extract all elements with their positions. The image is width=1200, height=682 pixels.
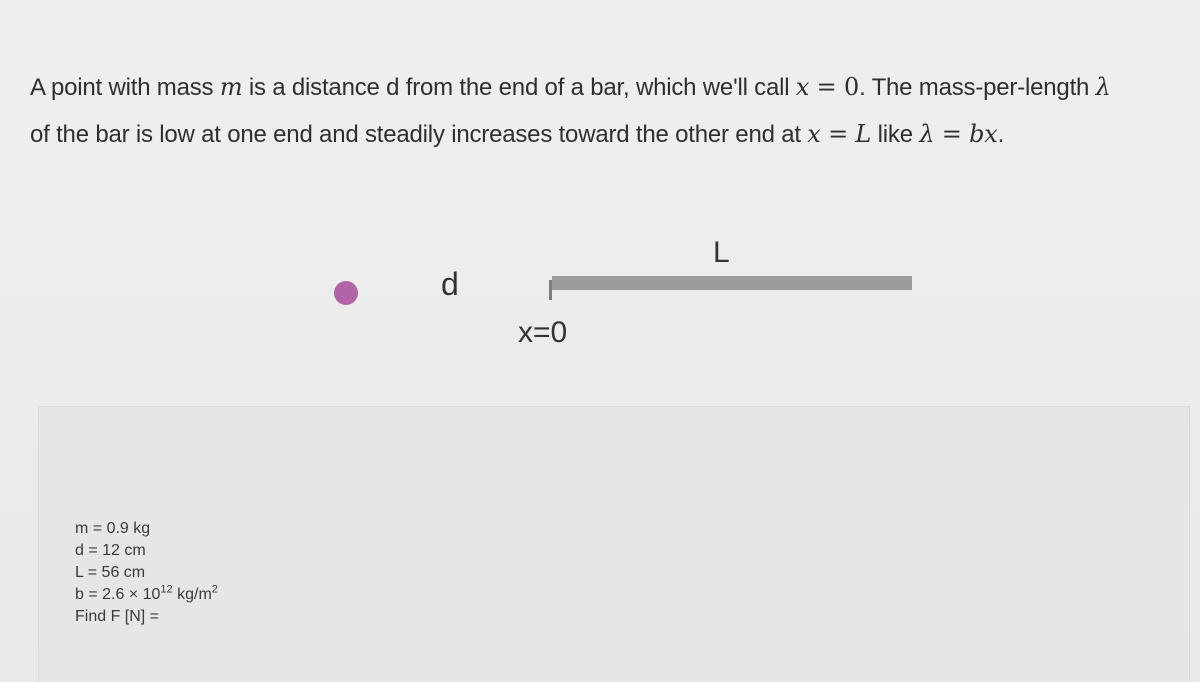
bar xyxy=(552,276,912,290)
given-length: L = 56 cm xyxy=(75,564,146,581)
math-x: x xyxy=(795,73,810,101)
text-segment: . xyxy=(997,121,1005,148)
b-unit-exponent: 2 xyxy=(211,583,218,596)
math-equals: = xyxy=(934,120,970,148)
given-distance: d = 12 cm xyxy=(75,542,146,559)
math-equals: = xyxy=(820,120,856,148)
text-segment: A point with mass xyxy=(30,74,220,101)
origin-label: x=0 xyxy=(518,316,568,349)
math-bx: bx xyxy=(969,120,998,148)
text-segment: . The mass-per-length xyxy=(859,74,1096,101)
b-value: b = 2.6 × 10 xyxy=(75,586,161,603)
text-segment: like xyxy=(871,121,920,148)
math-L: L xyxy=(855,120,872,148)
distance-label: d xyxy=(441,266,459,302)
b-exponent: 12 xyxy=(160,583,173,596)
find-force-prompt: Find F [N] = xyxy=(75,608,160,625)
given-values xyxy=(75,518,218,628)
math-equals: = xyxy=(809,73,844,101)
given-mass: m = 0.9 kg xyxy=(75,520,151,537)
text-segment: of the bar is low at one end and steadily increases toward the other end at xyxy=(30,121,808,148)
mass-point xyxy=(334,281,358,305)
b-unit: kg/m xyxy=(172,586,212,603)
length-label: L xyxy=(713,236,730,269)
math-m: m xyxy=(219,73,243,101)
math-x: x xyxy=(807,120,821,148)
math-zero: 0 xyxy=(843,73,860,101)
given-b xyxy=(75,584,218,606)
math-lambda: λ xyxy=(1095,73,1111,101)
math-lambda: λ xyxy=(919,120,935,148)
text-segment: is a distance d from the end of a bar, which we'll call xyxy=(242,74,796,101)
